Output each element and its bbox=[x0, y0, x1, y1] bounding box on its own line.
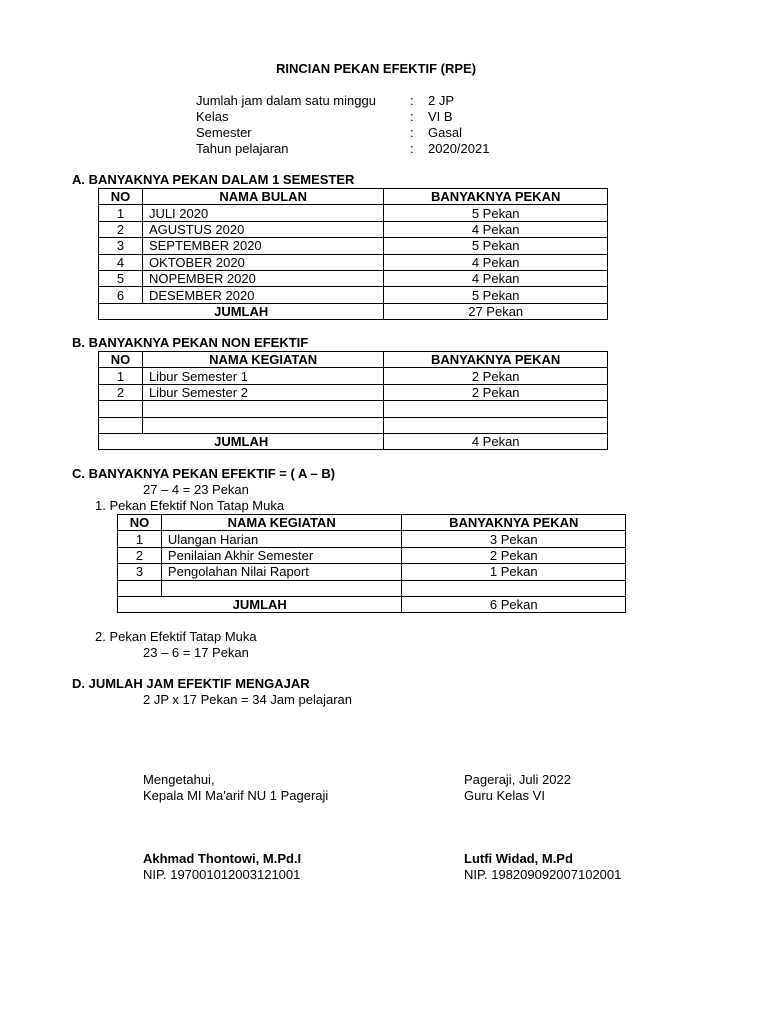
section-c-sub2: 2. Pekan Efektif Tatap Muka bbox=[95, 629, 257, 644]
total-value: 6 Pekan bbox=[402, 596, 626, 612]
header-cell: NO bbox=[99, 189, 143, 205]
table-row bbox=[99, 205, 608, 221]
row-activity: Penilaian Akhir Semester bbox=[161, 547, 402, 563]
table-row-empty bbox=[99, 401, 608, 417]
row-activity: Pengolahan Nilai Raport bbox=[161, 564, 402, 580]
header-cell: NAMA KEGIATAN bbox=[142, 352, 383, 368]
table-pekan-semester bbox=[98, 188, 608, 320]
table-row bbox=[99, 270, 608, 286]
signature-right-line2: Guru Kelas VI bbox=[464, 788, 545, 803]
row-month: NOPEMBER 2020 bbox=[142, 270, 383, 286]
row-weeks: 4 Pekan bbox=[384, 221, 608, 237]
table-row bbox=[99, 238, 608, 254]
info-label: Semester bbox=[196, 125, 252, 140]
row-weeks: 2 Pekan bbox=[384, 368, 608, 384]
table-row bbox=[99, 254, 608, 270]
row-no: 1 bbox=[99, 368, 143, 384]
section-c-calc: 27 – 4 = 23 Pekan bbox=[143, 482, 249, 497]
row-activity bbox=[142, 401, 383, 417]
table-row bbox=[99, 221, 608, 237]
info-value: 2020/2021 bbox=[428, 141, 490, 156]
total-value: 4 Pekan bbox=[384, 433, 608, 449]
info-separator: : bbox=[410, 125, 414, 140]
table-header-row bbox=[118, 515, 626, 531]
signature-left-line1: Mengetahui, bbox=[143, 772, 215, 787]
row-weeks bbox=[384, 417, 608, 433]
row-no: 1 bbox=[118, 531, 162, 547]
signature-right-nip: NIP. 198209092007102001 bbox=[464, 867, 622, 882]
table-row bbox=[118, 547, 626, 563]
row-weeks: 4 Pekan bbox=[384, 270, 608, 286]
info-separator: : bbox=[410, 141, 414, 156]
row-no: 2 bbox=[118, 547, 162, 563]
info-value: Gasal bbox=[428, 125, 462, 140]
section-d-heading: D. JUMLAH JAM EFEKTIF MENGAJAR bbox=[72, 676, 310, 691]
table-header-row bbox=[99, 352, 608, 368]
row-weeks: 2 Pekan bbox=[384, 384, 608, 400]
info-label: Kelas bbox=[196, 109, 229, 124]
row-activity bbox=[161, 580, 402, 596]
row-month: OKTOBER 2020 bbox=[142, 254, 383, 270]
signature-right-line1: Pageraji, Juli 2022 bbox=[464, 772, 571, 787]
row-no bbox=[99, 401, 143, 417]
table-total-row bbox=[99, 303, 608, 319]
row-no: 6 bbox=[99, 287, 143, 303]
header-cell: BANYAKNYA PEKAN bbox=[384, 189, 608, 205]
info-label: Tahun pelajaran bbox=[196, 141, 289, 156]
table-pekan-non-efektif bbox=[98, 351, 608, 450]
signature-left-line2: Kepala MI Ma'arif NU 1 Pageraji bbox=[143, 788, 329, 803]
table-row bbox=[99, 384, 608, 400]
row-no bbox=[118, 580, 162, 596]
row-weeks: 3 Pekan bbox=[402, 531, 626, 547]
table-row-empty bbox=[118, 580, 626, 596]
row-weeks: 5 Pekan bbox=[384, 205, 608, 221]
row-no: 4 bbox=[99, 254, 143, 270]
row-weeks bbox=[384, 401, 608, 417]
row-month: DESEMBER 2020 bbox=[142, 287, 383, 303]
table-header-row bbox=[99, 189, 608, 205]
header-cell: NO bbox=[118, 515, 162, 531]
row-activity: Ulangan Harian bbox=[161, 531, 402, 547]
row-month: AGUSTUS 2020 bbox=[142, 221, 383, 237]
row-no: 3 bbox=[118, 564, 162, 580]
section-c-heading: C. BANYAKNYA PEKAN EFEKTIF = ( A – B) bbox=[72, 466, 336, 481]
row-month: SEPTEMBER 2020 bbox=[142, 238, 383, 254]
section-d-calc: 2 JP x 17 Pekan = 34 Jam pelajaran bbox=[143, 692, 352, 707]
row-no: 1 bbox=[99, 205, 143, 221]
table-row bbox=[118, 564, 626, 580]
row-no: 2 bbox=[99, 384, 143, 400]
table-total-row bbox=[118, 596, 626, 612]
row-no: 2 bbox=[99, 221, 143, 237]
row-weeks: 4 Pekan bbox=[384, 254, 608, 270]
signature-left-name: Akhmad Thontowi, M.Pd.I bbox=[143, 851, 302, 866]
row-weeks: 2 Pekan bbox=[402, 547, 626, 563]
row-activity: Libur Semester 2 bbox=[142, 384, 383, 400]
info-label: Jumlah jam dalam satu minggu bbox=[196, 93, 376, 108]
table-pekan-non-tatap-muka bbox=[117, 514, 626, 613]
table-row bbox=[118, 531, 626, 547]
table-row bbox=[99, 368, 608, 384]
header-cell: NAMA BULAN bbox=[142, 189, 383, 205]
document-title: RINCIAN PEKAN EFEKTIF (RPE) bbox=[276, 61, 477, 76]
row-no: 5 bbox=[99, 270, 143, 286]
header-cell: NO bbox=[99, 352, 143, 368]
table-row-empty bbox=[99, 417, 608, 433]
info-separator: : bbox=[410, 109, 414, 124]
row-weeks: 5 Pekan bbox=[384, 238, 608, 254]
info-value: 2 JP bbox=[428, 93, 455, 108]
header-cell: NAMA KEGIATAN bbox=[161, 515, 402, 531]
row-month: JULI 2020 bbox=[142, 205, 383, 221]
row-activity bbox=[142, 417, 383, 433]
total-label: JUMLAH bbox=[99, 303, 384, 319]
signature-right-name: Lutfi Widad, M.Pd bbox=[464, 851, 573, 866]
row-weeks: 1 Pekan bbox=[402, 564, 626, 580]
row-no: 3 bbox=[99, 238, 143, 254]
table-total-row bbox=[99, 433, 608, 449]
section-c-sub1: 1. Pekan Efektif Non Tatap Muka bbox=[95, 498, 285, 513]
section-b-heading: B. BANYAKNYA PEKAN NON EFEKTIF bbox=[72, 335, 309, 350]
total-value: 27 Pekan bbox=[384, 303, 608, 319]
info-separator: : bbox=[410, 93, 414, 108]
row-no bbox=[99, 417, 143, 433]
info-value: VI B bbox=[428, 109, 453, 124]
header-cell: BANYAKNYA PEKAN bbox=[384, 352, 608, 368]
section-a-heading: A. BANYAKNYA PEKAN DALAM 1 SEMESTER bbox=[72, 172, 355, 187]
table-row bbox=[99, 287, 608, 303]
signature-left-nip: NIP. 197001012003121001 bbox=[143, 867, 301, 882]
row-weeks bbox=[402, 580, 626, 596]
total-label: JUMLAH bbox=[99, 433, 384, 449]
total-label: JUMLAH bbox=[118, 596, 402, 612]
row-activity: Libur Semester 1 bbox=[142, 368, 383, 384]
section-c-calc2: 23 – 6 = 17 Pekan bbox=[143, 645, 249, 660]
header-cell: BANYAKNYA PEKAN bbox=[402, 515, 626, 531]
row-weeks: 5 Pekan bbox=[384, 287, 608, 303]
